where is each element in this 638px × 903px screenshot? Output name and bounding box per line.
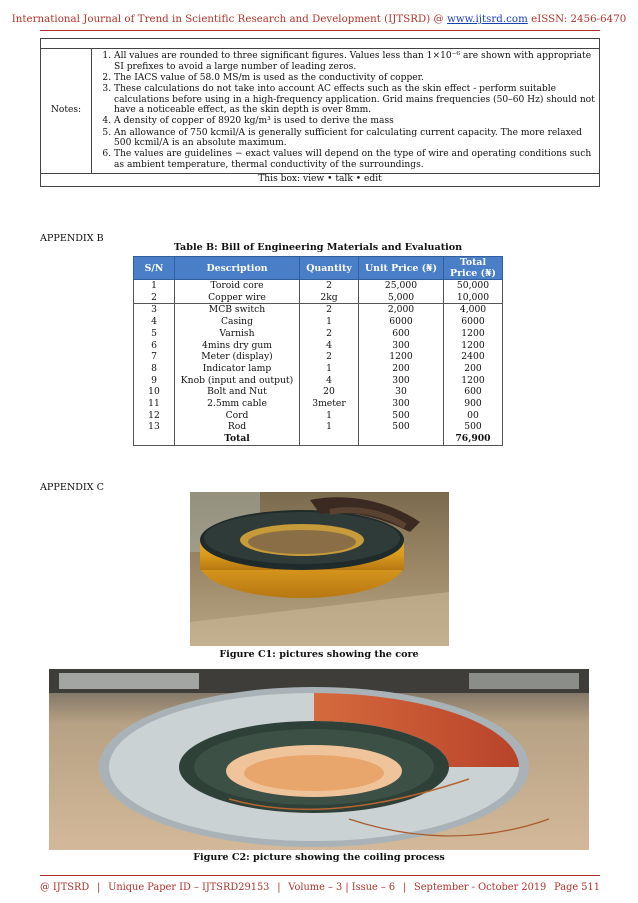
cell-sn: 6	[134, 340, 175, 352]
cell-description: Knob (input and output)	[175, 375, 300, 387]
footer-separator: |	[402, 882, 407, 893]
footer-volume: Volume – 3 | Issue – 6	[288, 882, 396, 893]
cell-sn: 2	[134, 292, 175, 304]
table-row	[134, 316, 503, 328]
cell-description: Cord	[175, 410, 300, 422]
cell-unit-price: 5,000	[359, 292, 444, 304]
cell-total-price: 500	[444, 421, 503, 433]
cell-quantity: 2	[300, 280, 359, 292]
toroid-core-image	[190, 492, 449, 646]
cell-unit-price: 25,000	[359, 280, 444, 292]
figure-c1-caption: Figure C1: pictures showing the core	[219, 649, 419, 660]
note-item: 5. An allowance of 750 kcmil/A is generally sufficient for calculating current capacity. The more relaxed 500 kcmil/A is an absolute maximum.	[114, 128, 595, 149]
cell-sn: 9	[134, 375, 175, 387]
cell-quantity: 1	[300, 410, 359, 422]
cell-description: Copper wire	[175, 292, 300, 304]
cell-unit-price: 6000	[359, 316, 444, 328]
cell-description: 4mins dry gum	[175, 340, 300, 352]
bill-of-materials-table	[133, 256, 503, 446]
journal-issn: eISSN: 2456-6470	[527, 14, 627, 25]
table-row	[134, 410, 503, 422]
cell-total-price: 600	[444, 386, 503, 398]
cell-total-price: 4,000	[444, 304, 503, 316]
cell-sn: 5	[134, 328, 175, 340]
cell-description: Rod	[175, 421, 300, 433]
table-b-caption: Table B: Bill of Engineering Materials and Evaluation	[173, 242, 463, 253]
footer-publisher: @ IJTSRD	[40, 882, 90, 893]
footer-page-number: Page 511	[554, 882, 600, 893]
footer-separator: |	[277, 882, 281, 893]
cell-total-price: 1200	[444, 375, 503, 387]
cell-unit-price: 30	[359, 386, 444, 398]
col-header-quantity: Quantity	[300, 257, 359, 280]
table-row	[134, 398, 503, 410]
page-footer	[40, 882, 600, 893]
cell-total-price: 200	[444, 363, 503, 375]
cell-sn: 4	[134, 316, 175, 328]
cell-total-price: 00	[444, 410, 503, 422]
cell-total-price: 1200	[444, 328, 503, 340]
figure-c2-caption: Figure C2: picture showing the coiling process	[193, 852, 445, 863]
cell-quantity: 4	[300, 375, 359, 387]
table-row	[134, 292, 503, 304]
cell-sn: 13	[134, 421, 175, 433]
journal-header	[0, 14, 638, 25]
cell-sn: 12	[134, 410, 175, 422]
cell-unit-price: 600	[359, 328, 444, 340]
cell-sn: 7	[134, 351, 175, 363]
note-item: 3. These calculations do not take into account AC effects such as the skin effect - perform suitable calculations before using in a high-frequency application. Grid mains frequencies (50–60 Hz) should not have a noticeable effect, as the skin depth is over 8mm.	[114, 84, 595, 116]
cell-quantity: 1	[300, 421, 359, 433]
cell-total-price: 6000	[444, 316, 503, 328]
figure-c2-coiling-photo	[49, 669, 589, 850]
table-row	[134, 375, 503, 387]
table-row	[134, 340, 503, 352]
cell-quantity: 4	[300, 340, 359, 352]
notes-list	[92, 51, 595, 171]
notes-footer[interactable]: This box: view • talk • edit	[41, 173, 600, 186]
col-header-total-price: Total Price (₦)	[444, 257, 503, 280]
cell-description: Casing	[175, 316, 300, 328]
journal-website-link[interactable]: www.ijtsrd.com	[447, 14, 528, 25]
notes-top-row	[41, 39, 600, 49]
journal-name: International Journal of Trend in Scientific Research and Development (IJTSRD) @	[11, 14, 448, 25]
footer-paper-id: Unique Paper ID – IJTSRD29153	[108, 882, 270, 893]
header-rule	[40, 30, 600, 31]
cell-quantity: 2	[300, 351, 359, 363]
cell-unit-price: 300	[359, 340, 444, 352]
cell-description: 2.5mm cable	[175, 398, 300, 410]
total-label: Total	[175, 433, 300, 445]
cell-quantity	[300, 433, 359, 445]
cell-quantity: 3meter	[300, 398, 359, 410]
cell-description: Meter (display)	[175, 351, 300, 363]
cell-total-price: 50,000	[444, 280, 503, 292]
footer-rule	[40, 875, 600, 876]
cell-description: MCB switch	[175, 304, 300, 316]
cell-unit-price: 1200	[359, 351, 444, 363]
cell-unit-price: 200	[359, 363, 444, 375]
table-row	[134, 386, 503, 398]
cell-description: Varnish	[175, 328, 300, 340]
note-item: 4. A density of copper of 8920 kg/m³ is used to derive the mass	[114, 116, 595, 127]
cell-total-price: 10,000	[444, 292, 503, 304]
table-row	[134, 363, 503, 375]
footer-separator: |	[96, 882, 101, 893]
col-header-description: Description	[175, 257, 300, 280]
table-body	[134, 280, 503, 446]
table-row	[134, 351, 503, 363]
notes-content	[92, 49, 600, 174]
table-header-row	[134, 257, 503, 280]
cell-quantity: 20	[300, 386, 359, 398]
cell-total-price: 900	[444, 398, 503, 410]
cell-unit-price: 300	[359, 375, 444, 387]
note-item: 1. All values are rounded to three significant figures. Values less than 1×10⁻⁶ are shown with appropriate SI prefixes to avoid a large number of leading zeros.	[114, 51, 595, 72]
note-item: 6. The values are guidelines − exact values will depend on the type of wire and operating conditions such as ambient temperature, thermal conductivity of the surroundings.	[114, 149, 595, 170]
cell-unit-price: 500	[359, 410, 444, 422]
cell-quantity: 2kg	[300, 292, 359, 304]
table-row	[134, 328, 503, 340]
appendix-b-heading: APPENDIX B	[40, 233, 104, 244]
cell-unit-price	[359, 433, 444, 445]
figure-c1-core-photo	[190, 492, 449, 646]
col-header-unit-price: Unit Price (₦)	[359, 257, 444, 280]
table-row	[134, 421, 503, 433]
cell-total-price: 1200	[444, 340, 503, 352]
cell-description: Toroid core	[175, 280, 300, 292]
cell-sn	[134, 433, 175, 445]
cell-sn: 3	[134, 304, 175, 316]
cell-quantity: 2	[300, 304, 359, 316]
table-row	[134, 280, 503, 292]
notes-label: Notes:	[41, 49, 92, 174]
cell-quantity: 1	[300, 363, 359, 375]
cell-quantity: 2	[300, 328, 359, 340]
cell-sn: 11	[134, 398, 175, 410]
cell-total-price: 2400	[444, 351, 503, 363]
notes-table	[40, 38, 600, 187]
appendix-c-heading: APPENDIX C	[40, 482, 104, 493]
cell-sn: 8	[134, 363, 175, 375]
table-total-row	[134, 433, 503, 445]
table-row	[134, 304, 503, 316]
cell-unit-price: 300	[359, 398, 444, 410]
cell-sn: 10	[134, 386, 175, 398]
cell-description: Indicator lamp	[175, 363, 300, 375]
cell-unit-price: 500	[359, 421, 444, 433]
cell-description: Bolt and Nut	[175, 386, 300, 398]
coiling-process-image	[49, 669, 589, 850]
footer-date: September - October 2019	[414, 882, 547, 893]
cell-quantity: 1	[300, 316, 359, 328]
cell-sn: 1	[134, 280, 175, 292]
col-header-sn: S/N	[134, 257, 175, 280]
total-value: 76,900	[444, 433, 503, 445]
cell-unit-price: 2,000	[359, 304, 444, 316]
note-item: 2. The IACS value of 58.0 MS/m is used as the conductivity of copper.	[114, 73, 595, 84]
